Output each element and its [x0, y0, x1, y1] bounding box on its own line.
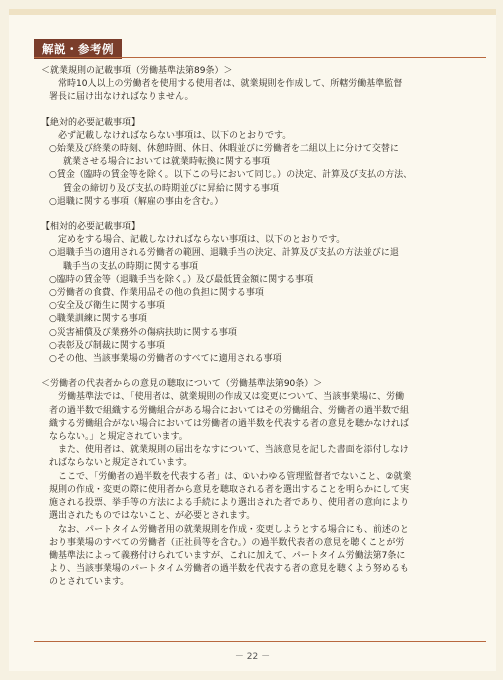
- list-item-cont: 職手当の支払の時期に関する事項: [63, 261, 199, 272]
- list-item: ○職業訓練に関する事項: [49, 314, 147, 325]
- top-strip: [9, 9, 496, 15]
- paragraph-line: 働基準法によって義務付けられていますが、これに加えて、パートタイム労働法第7条に: [49, 550, 406, 561]
- list-item: ○災害補償及び業務外の傷病扶助に関する事項: [49, 327, 237, 338]
- paragraph-line: 必ず記載しなければならない事項は、以下のとおりです。: [49, 130, 292, 141]
- list-item: ○臨時の賃金等（退職手当を除く。）及び最低賃金額に関する事項: [49, 274, 314, 285]
- list-item: ○退職手当の適用される労働者の範囲、退職手当の決定、計算及び支払の方法並びに退: [49, 248, 399, 259]
- paragraph-line: より、当該事業場のパートタイム労働者の過半数を代表する者の意見を聴くよう努めるも: [49, 564, 409, 575]
- section-title-work-rules: ＜就業規則の記載事項（労働基準法第89条）＞: [41, 66, 233, 76]
- list-item-cont: 就業させる場合においては就業時転換に関する事項: [63, 157, 271, 168]
- paragraph-line: また、使用者は、就業規則の届出をなすについて、当該意見を記した書面を添付しなけ: [49, 445, 409, 456]
- paragraph-line: 規則の作成・変更の際に使用者から意見を聴取される者を選出することを明らかにして実: [49, 484, 410, 495]
- document-body: [41, 65, 481, 590]
- paragraph-line: 者の過半数で組織する労働組合がある場合においてはその労働組合、労働者の過半数で組: [49, 405, 410, 416]
- paragraph-line: 定めをする場合、記載しなければならない事項は、以下のとおりです。: [49, 235, 346, 246]
- paragraph-line: ならない。」と規定されています。: [49, 432, 188, 443]
- footer-rule: [34, 641, 486, 642]
- page-number: － 22 －: [234, 652, 271, 662]
- list-item: ○退職に関する事項（解雇の事由を含む。）: [49, 196, 224, 207]
- paragraph-line: 常時10人以上の労働者を使用する使用者は、就業規則を作成して、所轄労働基準監督: [49, 79, 403, 90]
- paragraph-line: 選出されたものではないこと、が必要とされます。: [49, 511, 256, 522]
- page: [9, 9, 496, 671]
- list-item: ○表彰及び制裁に関する事項: [49, 340, 165, 351]
- header-rule: [34, 57, 486, 58]
- paragraph-line: ここで、「労働者の過半数を代表する者」は、①いわゆる管理監督者でないこと、②就業: [49, 471, 412, 482]
- paragraph-line: なお、パートタイム労働者用の就業規則を作成・変更しようとする場合にも、前述のと: [49, 524, 409, 535]
- paragraph-line: 労働基準法では、「使用者は、就業規則の作成又は変更について、当該事業場に、労働: [49, 392, 405, 403]
- list-item: ○賃金（臨時の賃金等を除く。以下この号において同じ。）の決定、計算及び支払の方法、: [49, 170, 413, 181]
- paragraph-line: 施される投票、挙手等の方法による手続により選出された者であり、使用者の意向により: [49, 498, 410, 509]
- paragraph-line: 署長に届け出なければなりません。: [49, 92, 194, 103]
- list-item: ○安全及び衛生に関する事項: [49, 301, 165, 312]
- section-header-tag: 解説・参考例: [34, 39, 122, 59]
- paragraph-line: おり事業場のすべての労働者（正社員等を含む。）の過半数代表者の意見を聴くことが労: [49, 537, 405, 548]
- paragraph-line: ればならないと規定されています。: [49, 458, 193, 469]
- paragraph-line: 織する労働組合がない場合においては労働者の過半数を代表する者の意見を聴かなければ: [49, 418, 410, 429]
- list-item: ○始業及び終業の時刻、休憩時間、休日、休暇並びに労働者を二組以上に分けて交替に: [49, 144, 399, 155]
- section-title-representative: ＜労働者の代表者からの意見の聴取について（労働基準法第90条）＞: [41, 379, 323, 390]
- paragraph-line: のとされています。: [49, 577, 130, 588]
- section-title-absolute: 【絶対的必要記載事項】: [41, 117, 141, 128]
- list-item-cont: 賃金の締切り及び支払の時期並びに昇給に関する事項: [63, 183, 280, 194]
- list-item: ○その他、当該事業場の労働者のすべてに適用される事項: [49, 354, 282, 365]
- list-item: ○労働者の食費、作業用品その他の負担に関する事項: [49, 288, 264, 299]
- section-title-relative: 【相対的必要記載事項】: [41, 222, 141, 233]
